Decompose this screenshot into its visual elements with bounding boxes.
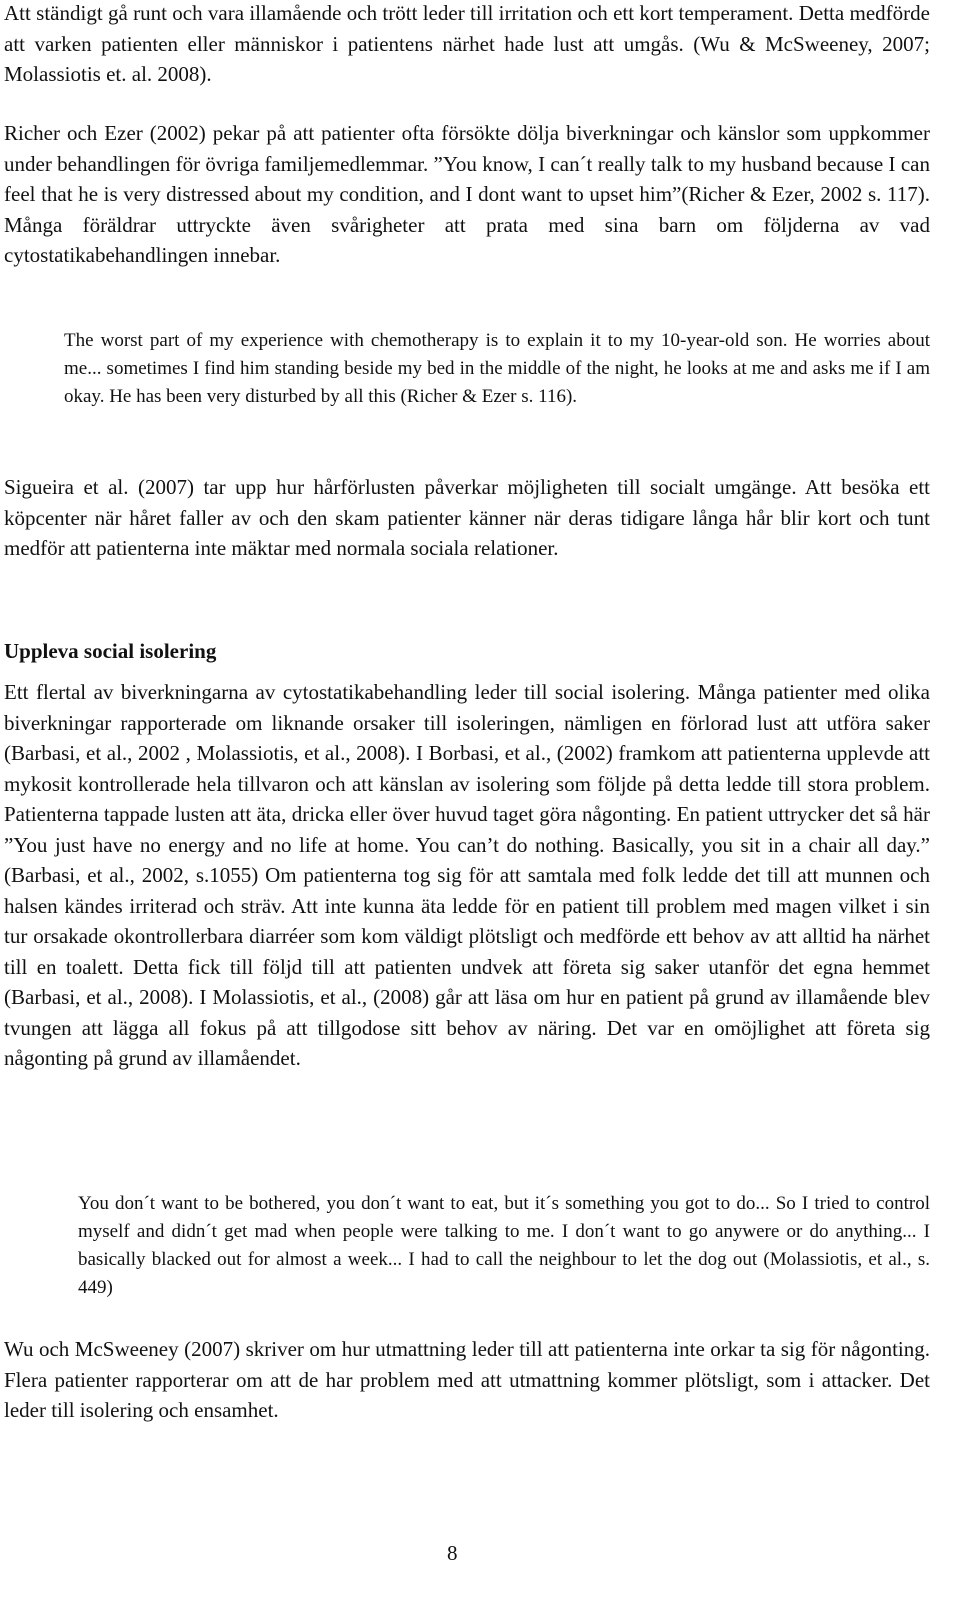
paragraph-fatigue: Wu och McSweeney (2007) skriver om hur utmattning leder till att patienterna inte orkar ta sig för någonting. Flera patienter rapporterar om att de har problem med att utmattning kommer plötsligt, som i attacker. Det leder till isolering och ensamhet.: [4, 1337, 930, 1422]
paragraph-social-isolation: Ett flertal av biverkningarna av cytostatikabehandling leder till social isolering. Många patienter med olika biverkningar rapporterade om liknande orsaker till isoleringen, nämligen en förlorad lust att utföra saker (Barbasi, et al., 2002 , Molassiotis, et al., 2008). I Borbasi, et al., (2002) framkom att patienterna upplevde att mykosit kontrollerade hela tillvaron och att känslan av isolering som följde på detta ledde till stora problem. Patienterna tappade lusten att äta, dricka eller över huvud taget göra någonting. En patient uttrycker det så här ”You just have no energy and no life at home. You can’t do nothing. Basically, you sit in a chair all day.” (Barbasi, et al., 2002, s.1055) Om patienterna tog sig för att samtala med folk ledde det till att munnen och halsen kändes irriterad och sträv. Att inte kunna äta ledde för en patient till problem med magen vilket i sin tur orsakade okontrollerbara diarréer som kom väldigt plötsligt och medförde ett behov av att alltid ha närhet till en toalett. Detta fick till följd till att patienten undvek att företa sig saker utanför det egna hemmet (Barbasi, et al., 2008). I Molassiotis, et al., (2008) går att läsa om hur en patient på grund av illamående blev tvungen att lägga all fokus på att tillgodose sitt behov av näring. Det var en omöjlighet att företa sig någonting på grund av illamåendet.: [4, 680, 930, 1070]
quote-molassiotis: You don´t want to be bothered, you don´t want to eat, but it´s something you got to do... So I tried to control myself and didn´t get mad when people were talking to me. I don´t want to go anywere or do anything... I basically blacked out for almost a week... I had to call the neighbour to let the dog out (Molassiotis, et al., s. 449): [78, 1193, 930, 1298]
paragraph-irritation: Att ständigt gå runt och vara illamående och trött leder till irritation och ett kort temperament. Detta medförde att varken patienten eller människor i patientens närhet hade lust att umgås. (Wu & McSweeney, 2007; Molassiotis et. al. 2008).: [4, 1, 930, 86]
section-heading: Uppleva social isolering: [4, 639, 217, 663]
quote-chemotherapy-son: The worst part of my experience with chemotherapy is to explain it to my 10-year-old son. He worries about me... sometimes I find him standing beside my bed in the middle of the night, he looks at me and asks me if I am okay. He has been very disturbed by all this (Richer & Ezer s. 116).: [64, 330, 930, 407]
page-number: 8: [447, 1541, 458, 1565]
paragraph-richer-ezer: Richer och Ezer (2002) pekar på att patienter ofta försökte dölja biverkningar och känslor som uppkommer under behandlingen för övriga familjemedlemmar. ”You know, I can´t really talk to my husband because I can feel that he is very distressed about my condition, and I dont want to upset him”(Richer & Ezer, 2002 s. 117). Många föräldrar uttryckte även svårigheter att prata med sina barn om följderna av vad cytostatikabehandlingen innebar.: [4, 121, 930, 267]
paragraph-hair-loss: Sigueira et al. (2007) tar upp hur hårförlusten påverkar möjligheten till socialt umgänge. Att besöka ett köpcenter när håret faller av och den skam patienter känner när deras tidigare långa hår blir kort och tunt medför att patienterna inte mäktar med normala sociala relationer.: [4, 475, 930, 560]
